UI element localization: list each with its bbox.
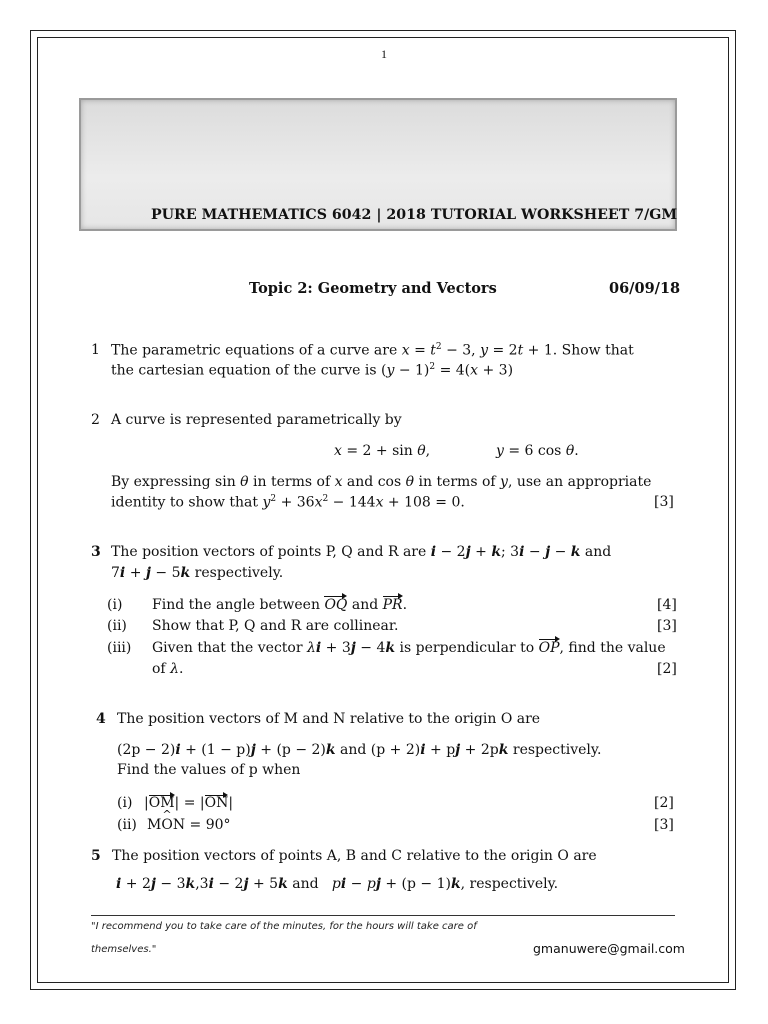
footer-divider (91, 915, 675, 916)
q4-line1: The position vectors of M and N relative to the origin O are (117, 711, 541, 727)
q3-part-iii-cont: of λ. (152, 661, 184, 677)
q5-number: 5 (91, 848, 101, 864)
q4-part-i-marks: [2] (654, 795, 674, 811)
q3-part-i-text: Find the angle between OQ and PR. (152, 597, 408, 613)
q2-line1: A curve is represented parametrically by (111, 412, 402, 428)
q3-part-ii-text: Show that P, Q and R are collinear. (152, 618, 399, 634)
page-number: 1 (381, 47, 387, 61)
q2-equation-y: y = 6 cos θ. (496, 443, 579, 459)
q4-part-ii-label: (ii) (117, 817, 137, 833)
q1-number: 1 (91, 342, 100, 358)
footer-email: gmanuwere@gmail.com (533, 941, 685, 956)
q4-part-i-expr: |OM| = |ON| (144, 795, 234, 811)
q3-number: 3 (91, 544, 101, 560)
q5-line2: i + 2j − 3k,3i − 2j + 5k and pi − pj + (p − 1)k, respectively. (116, 876, 559, 892)
q1-line2: the cartesian equation of the curve is $(y - 1)^2 = 4(x + 3)$ (111, 362, 514, 379)
q2-marks: [3] (654, 494, 674, 510)
q4-part-ii-marks: [3] (654, 817, 674, 833)
q4-number: 4 (96, 711, 106, 727)
q2-line3: By expressing sin θ in terms of x and cos θ in terms of y, use an appropriate (111, 474, 652, 490)
footer-quote-line1: "I recommend you to take care of the minutes, for the hours will take care of (91, 921, 477, 932)
q2-number: 2 (91, 412, 100, 428)
q5-line1: The position vectors of points A, B and C relative to the origin O are (112, 848, 597, 864)
q3-part-i-marks: [4] (657, 597, 677, 613)
worksheet-title: PURE MATHEMATICS 6042 | 2018 TUTORIAL WORKSHEET 7/GM (151, 207, 678, 223)
q3-line1: The position vectors of points P, Q and R are i − 2j + k; 3i − j − k and (111, 544, 612, 560)
q4-part-ii-expr: M^ ON = 90° (147, 817, 231, 833)
q2-line4: identity to show that $y^2 + 36x^2 - 144x + 108 = 0$. (111, 494, 465, 511)
q3-part-ii-label: (ii) (107, 618, 127, 634)
q3-line2: 7i + j − 5k respectively. (111, 565, 284, 581)
topic-date: 06/09/18 (609, 280, 681, 297)
header-banner (79, 98, 677, 231)
topic-title: Topic 2: Geometry and Vectors (249, 280, 497, 297)
q1-line1: The parametric equations of a curve are $x = t^2 - 3$, y = 2t + 1. Show that (111, 342, 634, 359)
q3-part-iii-label: (iii) (107, 640, 132, 656)
q4-part-i-label: (i) (117, 795, 133, 811)
q3-part-iii-text: Given that the vector λi + 3j − 4k is perpendicular to OP, find the value (152, 640, 666, 656)
q4-line3: Find the values of p when (117, 762, 301, 778)
q3-part-ii-marks: [3] (657, 618, 677, 634)
q3-part-iii-marks: [2] (657, 661, 677, 677)
q2-equation-x: x = 2 + sin θ, (334, 443, 431, 459)
q4-line2: (2p − 2)i + (1 − p)j + (p − 2)k and (p + 2)i + pj + 2pk respectively. (117, 742, 602, 758)
q3-part-i-label: (i) (107, 597, 123, 613)
footer-quote-line2: themselves." (91, 944, 157, 955)
